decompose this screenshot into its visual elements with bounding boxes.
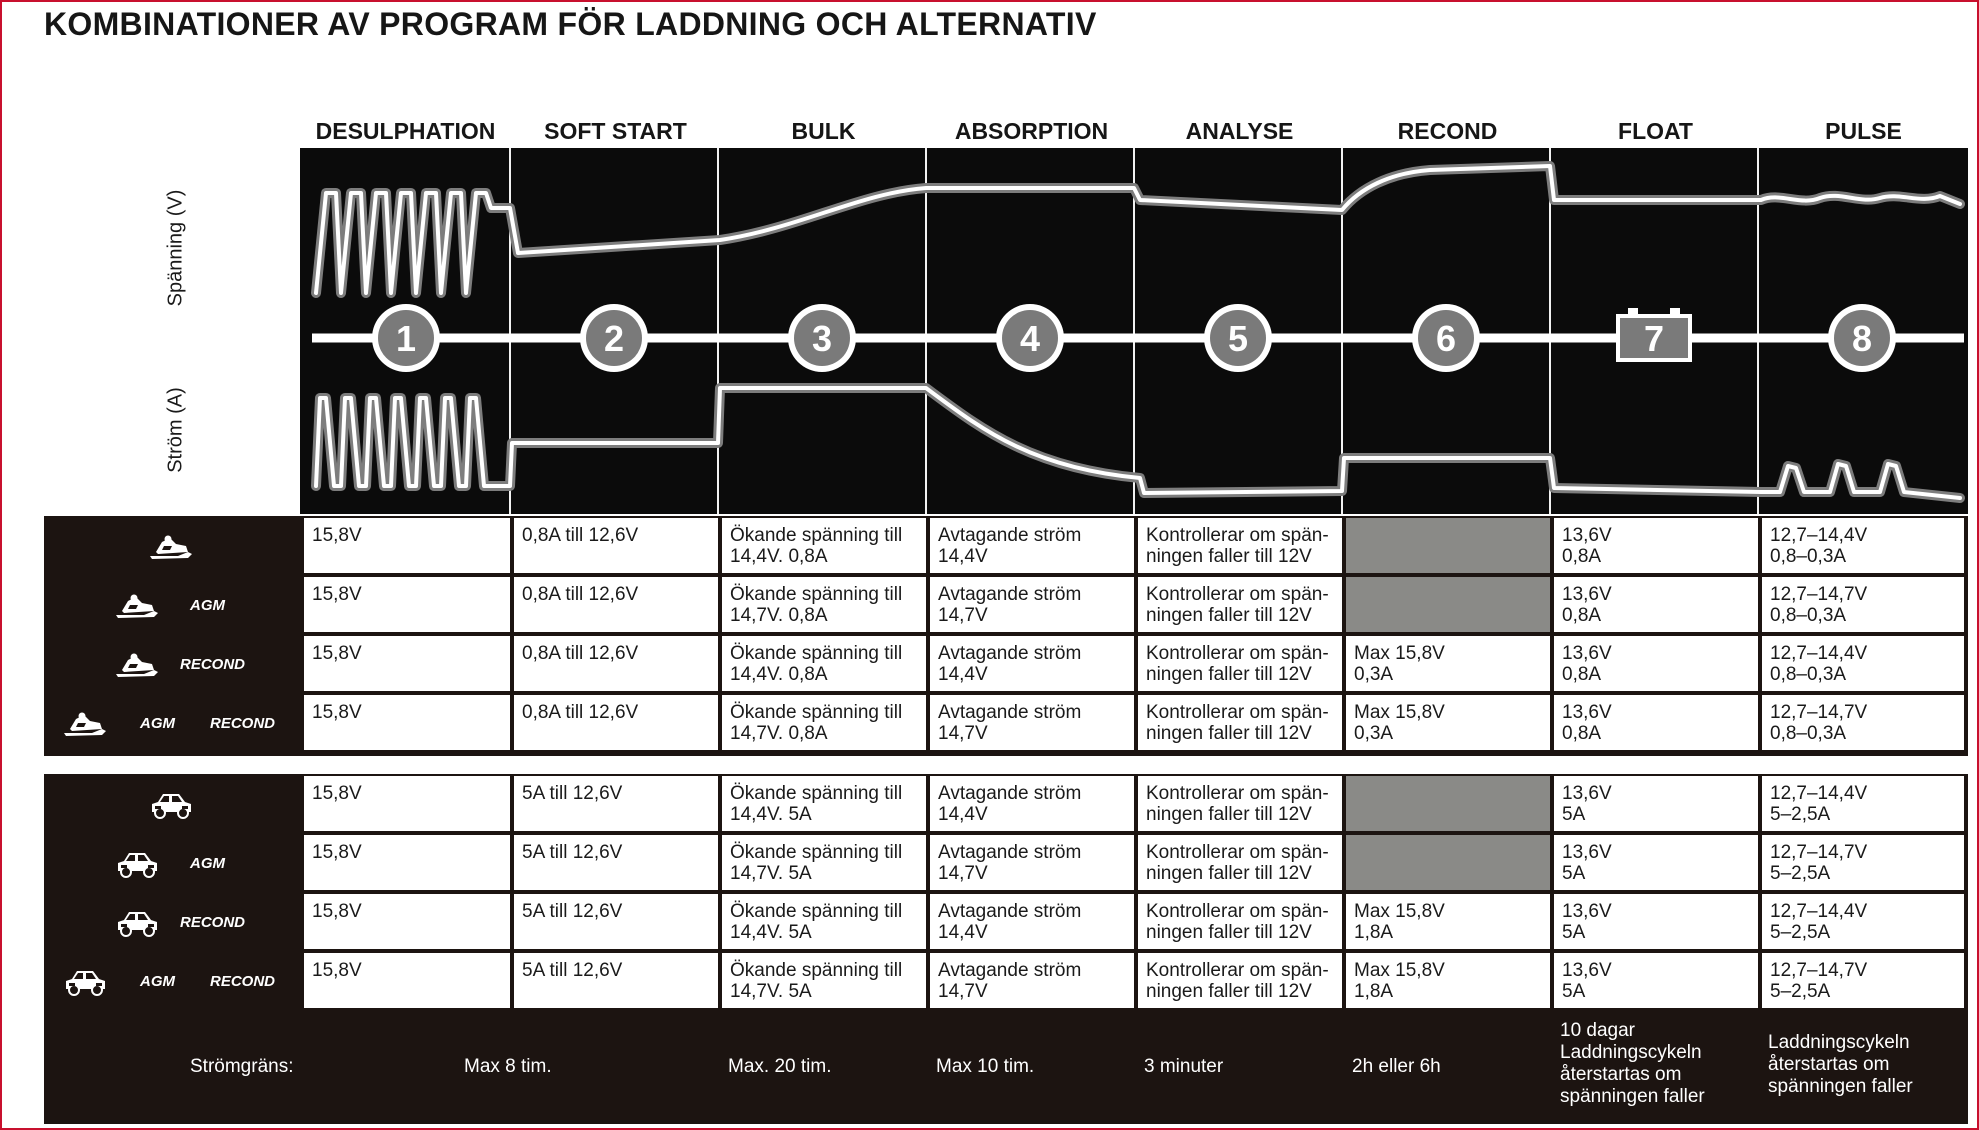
current-axis-label: Ström (A) [164, 387, 187, 473]
table-cell: 12,7–14,7V 0,8–0,3A [1762, 695, 1964, 750]
time-limit-value: Laddningscykeln återstartas om spänningen faller [1768, 1032, 1913, 1097]
recond-tag: RECOND [210, 715, 276, 732]
table-cell: Kontrollerar om spän- ningen faller till 12V [1138, 776, 1342, 831]
table-cell: 5A till 12,6V [514, 835, 718, 890]
table-cell [1346, 577, 1550, 632]
car-icon [114, 906, 160, 938]
table-cell: 5A till 12,6V [514, 953, 718, 1008]
table-cell [1346, 776, 1550, 831]
table-cell: Ökande spänning till 14,7V. 0,8A [722, 695, 926, 750]
table-cell: 15,8V [304, 695, 510, 750]
table-cell: Avtagande ström 14,4V [930, 776, 1134, 831]
table-cell: 0,8A till 12,6V [514, 636, 718, 691]
table-cell: 0,8A till 12,6V [514, 695, 718, 750]
time-limit-value: 2h eller 6h [1352, 1056, 1441, 1077]
step-number-2: 2 [603, 318, 625, 359]
table-cell: 15,8V [304, 636, 510, 691]
charging-curve-diagram [300, 148, 1968, 514]
agm-tag: AGM [190, 597, 225, 614]
recond-tag: RECOND [210, 973, 276, 990]
agm-tag: AGM [190, 855, 225, 872]
step-number-7: 7 [1643, 318, 1665, 359]
table-cell: Kontrollerar om spän- ningen faller till 12V [1138, 636, 1342, 691]
table-cell: Max 15,8V 0,3A [1346, 695, 1550, 750]
table-cell: 13,6V 5A [1554, 894, 1758, 949]
table-cell: 15,8V [304, 835, 510, 890]
snowmobile-icon [62, 707, 108, 739]
current-limit-label: Strömgräns: [190, 1056, 294, 1077]
table-cell: Avtagande ström 14,4V [930, 518, 1134, 573]
table-cell: Ökande spänning till 14,4V. 5A [722, 894, 926, 949]
step-number-8: 8 [1851, 318, 1873, 359]
table-cell: 12,7–14,4V 0,8–0,3A [1762, 636, 1964, 691]
table-cell: 0,8A till 12,6V [514, 518, 718, 573]
phase-header-1: DESULPHATION [315, 118, 496, 144]
table-cell: Max 15,8V 1,8A [1346, 953, 1550, 1008]
snowmobile-icon [114, 589, 160, 621]
table-cell: Ökande spänning till 14,4V. 0,8A [722, 518, 926, 573]
table-cell: 5A till 12,6V [514, 776, 718, 831]
table-cell: 13,6V 0,8A [1554, 577, 1758, 632]
time-limit-value: 3 minuter [1144, 1056, 1224, 1077]
step-number-3: 3 [811, 318, 833, 359]
phase-header-7: FLOAT [1618, 118, 1693, 144]
table-cell: Avtagande ström 14,7V [930, 577, 1134, 632]
table-cell: Ökande spänning till 14,7V. 5A [722, 953, 926, 1008]
table-cell: 0,8A till 12,6V [514, 577, 718, 632]
phase-header-3: BULK [791, 118, 856, 144]
car-icon [114, 847, 160, 879]
table-cell: Kontrollerar om spän- ningen faller till 12V [1138, 835, 1342, 890]
table-cell: Max 15,8V 0,3A [1346, 636, 1550, 691]
page-title: KOMBINATIONER AV PROGRAM FÖR LADDNING OCH ALTERNATIV [44, 6, 1097, 42]
phase-header-6: RECOND [1397, 118, 1498, 144]
voltage-axis-label: Spänning (V) [164, 189, 187, 307]
table-cell: 12,7–14,4V 0,8–0,3A [1762, 518, 1964, 573]
agm-tag: AGM [140, 973, 175, 990]
table-cell: Max 15,8V 1,8A [1346, 894, 1550, 949]
step-number-6: 6 [1435, 318, 1457, 359]
table-cell: Ökande spänning till 14,7V. 5A [722, 835, 926, 890]
table-cell: 12,7–14,4V 5–2,5A [1762, 776, 1964, 831]
table-cell: 12,7–14,7V 5–2,5A [1762, 953, 1964, 1008]
snowmobile-icon [148, 530, 194, 562]
phase-header-4: ABSORPTION [954, 118, 1109, 144]
step-number-1: 1 [395, 318, 417, 359]
table-cell: 13,6V 0,8A [1554, 695, 1758, 750]
table-cell: 15,8V [304, 577, 510, 632]
table-cell: 12,7–14,7V 5–2,5A [1762, 835, 1964, 890]
table-cell: Kontrollerar om spän- ningen faller till 12V [1138, 518, 1342, 573]
time-limit-value: 10 dagar Laddningscykeln återstartas om spänningen faller [1560, 1020, 1705, 1107]
table-cell: 15,8V [304, 953, 510, 1008]
car-icon [62, 965, 108, 997]
table-cell: Ökande spänning till 14,4V. 0,8A [722, 636, 926, 691]
table-cell: Avtagande ström 14,7V [930, 953, 1134, 1008]
table-cell: Kontrollerar om spän- ningen faller till 12V [1138, 953, 1342, 1008]
table-cell: 12,7–14,4V 5–2,5A [1762, 894, 1964, 949]
table-cell: 13,6V 5A [1554, 953, 1758, 1008]
table-cell: 12,7–14,7V 0,8–0,3A [1762, 577, 1964, 632]
table-cell: Avtagande ström 14,4V [930, 894, 1134, 949]
time-limit-value: Max 10 tim. [936, 1056, 1035, 1077]
phase-header-5: ANALYSE [1185, 118, 1294, 144]
table-cell: Kontrollerar om spän- ningen faller till 12V [1138, 695, 1342, 750]
table-cell: Kontrollerar om spän- ningen faller till 12V [1138, 894, 1342, 949]
battery-terminal-pos [1670, 308, 1680, 316]
table-cell: 13,6V 5A [1554, 835, 1758, 890]
table-cell: 15,8V [304, 894, 510, 949]
step-number-5: 5 [1227, 318, 1249, 359]
recond-tag: RECOND [180, 914, 246, 931]
table-cell [1346, 518, 1550, 573]
table-cell: 15,8V [304, 518, 510, 573]
table-cell: Ökande spänning till 14,7V. 0,8A [722, 577, 926, 632]
table-cell: Ökande spänning till 14,4V. 5A [722, 776, 926, 831]
step-number-4: 4 [1019, 318, 1041, 359]
table-cell: Kontrollerar om spän- ningen faller till 12V [1138, 577, 1342, 632]
agm-tag: AGM [140, 715, 175, 732]
table-cell: Avtagande ström 14,7V [930, 695, 1134, 750]
battery-terminal-neg [1628, 308, 1638, 316]
table-cell [1346, 835, 1550, 890]
time-limit-value: Max 8 tim. [464, 1056, 552, 1077]
car-icon [148, 788, 194, 820]
phase-header-2: SOFT START [544, 118, 687, 144]
voltage-curve-outline [316, 166, 1960, 293]
table-cell: 15,8V [304, 776, 510, 831]
table-cell: 13,6V 5A [1554, 776, 1758, 831]
table-cell: Avtagande ström 14,4V [930, 636, 1134, 691]
table-cell: 13,6V 0,8A [1554, 518, 1758, 573]
phase-header-8: PULSE [1825, 118, 1902, 144]
snowmobile-icon [114, 648, 160, 680]
charging-curves [300, 148, 1968, 514]
table-cell: 5A till 12,6V [514, 894, 718, 949]
recond-tag: RECOND [180, 656, 246, 673]
table-cell: 13,6V 0,8A [1554, 636, 1758, 691]
time-limit-value: Max. 20 tim. [728, 1056, 832, 1077]
table-cell: Avtagande ström 14,7V [930, 835, 1134, 890]
